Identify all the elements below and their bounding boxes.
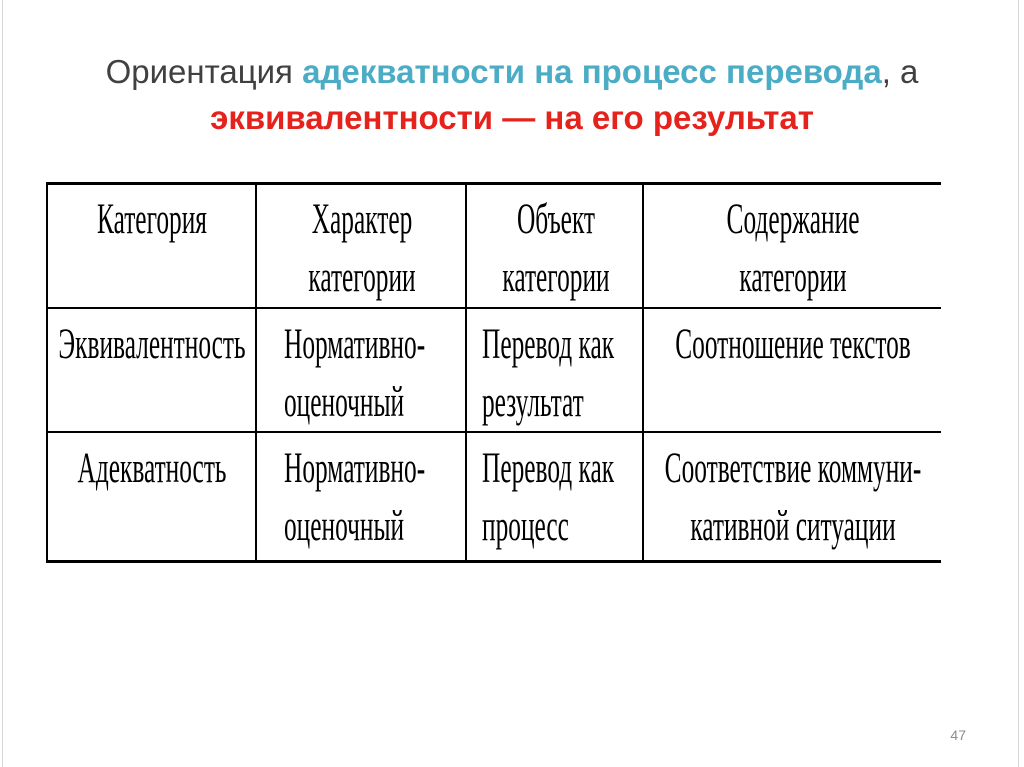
table-header-cell-category: [47, 183, 257, 308]
cell-text: [308, 191, 415, 307]
cell-line: кативной ситуации: [689, 503, 896, 550]
cell-line: категории: [738, 254, 847, 301]
table-row-2-nature: [257, 432, 467, 562]
cell-text: [284, 440, 425, 556]
table-header-cell-nature: [257, 183, 467, 308]
cell-text: [482, 316, 614, 432]
cell-line: оценочный: [284, 379, 405, 426]
title-line-1: [0, 49, 1024, 95]
title-equivalence-highlight: эквивалентности — на его результат: [210, 99, 814, 136]
table-header-cell-content: [644, 183, 941, 308]
cell-text: [675, 316, 911, 374]
cell-line: Категория: [97, 196, 207, 243]
table-row-2-object: [467, 432, 644, 562]
cell-line: Объект: [516, 196, 595, 243]
cell-line: Адекватность: [77, 445, 227, 492]
table-header-cell-object: [467, 183, 644, 308]
page-number: 47: [950, 727, 966, 743]
cell-text: [502, 191, 609, 307]
table-row-1-nature: [257, 308, 467, 432]
cell-line: процесс: [482, 503, 569, 550]
title-line-2: [0, 95, 1024, 141]
table-row-1-object: [467, 308, 644, 432]
cell-line: Эквивалентность: [58, 321, 246, 368]
cell-text: [664, 440, 921, 556]
cell-line: Нормативно-: [284, 445, 426, 492]
cell-text: [58, 316, 245, 374]
cell-line: Соответствие коммуни-: [664, 445, 921, 492]
cell-text: [284, 316, 425, 432]
title-tail: , а: [881, 53, 919, 90]
cell-line: Характер: [311, 196, 413, 243]
cell-text: [97, 191, 207, 249]
title-lead: Ориентация: [105, 53, 293, 90]
slide-title: [0, 49, 1024, 141]
cell-line: Соотношение текстов: [674, 321, 911, 368]
cell-text: [78, 440, 227, 498]
table-row-1-content: [644, 308, 941, 432]
cell-text: [726, 191, 859, 307]
cell-line: Перевод как: [482, 321, 615, 368]
cell-line: Нормативно-: [284, 321, 426, 368]
cell-line: оценочный: [284, 503, 405, 550]
table-row-1-category: [47, 308, 257, 432]
title-adequacy-highlight: адекватности на процесс перевода: [302, 53, 882, 90]
cell-line: результат: [482, 379, 584, 426]
cell-line: Содержание: [726, 196, 859, 243]
cell-line: категории: [501, 254, 610, 301]
table-row-2-category: [47, 432, 257, 562]
cell-line: Перевод как: [482, 445, 615, 492]
table-row-2-content: [644, 432, 941, 562]
cell-line: категории: [308, 254, 416, 301]
cell-text: [482, 440, 614, 556]
